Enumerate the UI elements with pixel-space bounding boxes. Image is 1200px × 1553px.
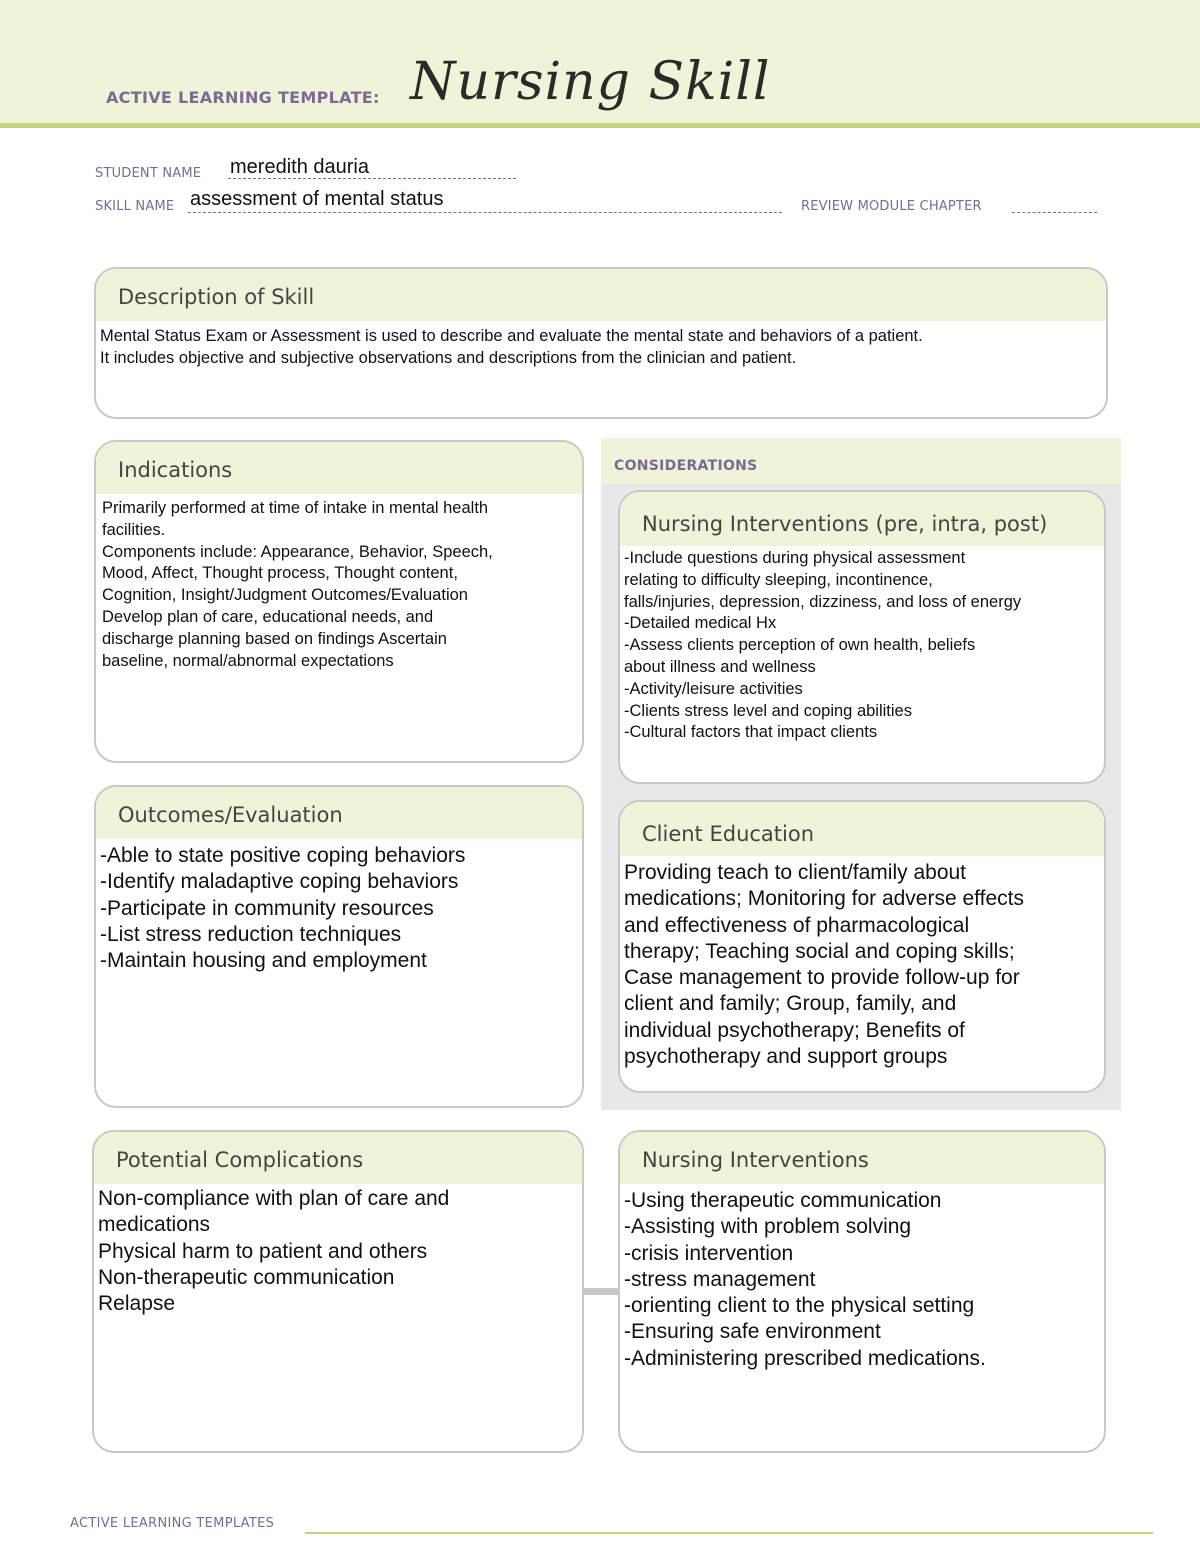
nursing-interventions-line: -crisis intervention bbox=[624, 1241, 794, 1265]
client-education-line: Case management to provide follow-up for bbox=[624, 966, 1020, 990]
skill-name-field[interactable]: assessment of mental status bbox=[190, 188, 444, 210]
nursing-interventions-box bbox=[618, 1130, 1106, 1453]
outcomes-line: -Participate in community resources bbox=[100, 896, 434, 920]
client-education-line: psychotherapy and support groups bbox=[624, 1045, 948, 1069]
nursing-interventions-body bbox=[620, 1184, 1104, 1372]
nursing-interventions-line: -Administering prescribed medications. bbox=[624, 1346, 986, 1370]
client-education-line: medications; Monitoring for adverse effects bbox=[624, 887, 1024, 911]
template-title: Nursing Skill bbox=[410, 52, 771, 112]
indications-line: facilities. bbox=[102, 520, 166, 539]
review-module-label: REVIEW MODULE CHAPTER bbox=[801, 199, 982, 214]
nursing-interventions-pip-box bbox=[618, 490, 1106, 784]
considerations-label: CONSIDERATIONS bbox=[614, 458, 758, 474]
description-box bbox=[94, 267, 1108, 419]
nursing-interventions-pip-line: -Include questions during physical assessment bbox=[624, 549, 966, 567]
client-education-line: individual psychotherapy; Benefits of bbox=[624, 1018, 965, 1042]
nursing-interventions-pip-line: relating to difficulty sleeping, incontinence, bbox=[624, 570, 933, 589]
description-line: Mental Status Exam or Assessment is used to describe and evaluate the mental state and behaviors of a patient. bbox=[100, 327, 923, 345]
nursing-interventions-line: -orienting client to the physical setting bbox=[624, 1294, 975, 1318]
indications-body bbox=[96, 494, 582, 672]
client-education-line: and effectiveness of pharmacological bbox=[624, 913, 970, 937]
client-education-heading: Client Education bbox=[620, 802, 1104, 856]
outcomes-line: -Able to state positive coping behaviors bbox=[100, 844, 466, 867]
nursing-interventions-pip-heading: Nursing Interventions (pre, intra, post) bbox=[620, 492, 1104, 546]
nursing-interventions-pip-line: about illness and wellness bbox=[624, 657, 816, 676]
description-body bbox=[96, 321, 1106, 369]
outcomes-line: -List stress reduction techniques bbox=[100, 922, 402, 946]
nursing-interventions-pip-line: -Activity/leisure activities bbox=[624, 679, 803, 698]
complications-line: Non-therapeutic communication bbox=[98, 1265, 395, 1289]
header-rule bbox=[0, 123, 1200, 128]
description-heading: Description of Skill bbox=[96, 269, 1106, 321]
client-education-box bbox=[618, 800, 1106, 1093]
nursing-interventions-pip-line: -Detailed medical Hx bbox=[624, 614, 777, 633]
outcomes-line: -Identify maladaptive coping behaviors bbox=[100, 870, 459, 894]
nursing-interventions-line: -Using therapeutic communication bbox=[624, 1189, 942, 1212]
footer-text: ACTIVE LEARNING TEMPLATES bbox=[70, 1516, 275, 1531]
student-name-field[interactable]: meredith dauria bbox=[230, 156, 369, 178]
indications-heading: Indications bbox=[96, 442, 582, 494]
review-module-underline bbox=[1012, 212, 1097, 213]
connector-bar bbox=[582, 1288, 622, 1295]
nursing-interventions-line: -Assisting with problem solving bbox=[624, 1215, 912, 1239]
nursing-interventions-pip-line: -Cultural factors that impact clients bbox=[624, 723, 878, 742]
client-education-line: client and family; Group, family, and bbox=[624, 992, 957, 1016]
nursing-interventions-pip-line: -Clients stress level and coping abilities bbox=[624, 701, 912, 720]
complications-line: medications bbox=[98, 1213, 211, 1237]
skill-name-underline bbox=[188, 212, 782, 213]
nursing-interventions-pip-line: falls/injuries, depression, dizziness, and loss of energy bbox=[624, 592, 1022, 611]
nursing-interventions-heading: Nursing Interventions bbox=[620, 1132, 1104, 1184]
outcomes-body bbox=[96, 839, 582, 974]
skill-name-label: SKILL NAME bbox=[95, 199, 175, 214]
outcomes-heading: Outcomes/Evaluation bbox=[96, 787, 582, 839]
nursing-interventions-line: -Ensuring safe environment bbox=[624, 1320, 881, 1344]
complications-line: Relapse bbox=[98, 1292, 176, 1316]
client-education-body bbox=[620, 856, 1104, 1070]
template-prefix: ACTIVE LEARNING TEMPLATE: bbox=[106, 88, 380, 107]
client-education-line: Providing teach to client/family about bbox=[624, 861, 967, 884]
nursing-interventions-line: -stress management bbox=[624, 1267, 816, 1291]
indications-line: Components include: Appearance, Behavior, Speech, bbox=[102, 542, 493, 561]
indications-line: Primarily performed at time of intake in mental health bbox=[102, 499, 489, 517]
footer-rule bbox=[305, 1532, 1153, 1534]
complications-line: Non-compliance with plan of care and bbox=[98, 1187, 450, 1210]
complications-heading: Potential Complications bbox=[94, 1132, 582, 1184]
indications-line: discharge planning based on findings Ascertain bbox=[102, 629, 447, 648]
complications-line: Physical harm to patient and others bbox=[98, 1239, 428, 1263]
complications-body bbox=[94, 1184, 582, 1317]
nursing-interventions-pip-body bbox=[620, 546, 1104, 744]
outcomes-box bbox=[94, 785, 584, 1108]
description-line: It includes objective and subjective observations and descriptions from the clinician and patient. bbox=[100, 349, 797, 367]
complications-box bbox=[92, 1130, 584, 1453]
outcomes-line: -Maintain housing and employment bbox=[100, 949, 427, 973]
indications-line: baseline, normal/abnormal expectations bbox=[102, 651, 394, 670]
student-name-label: STUDENT NAME bbox=[95, 166, 202, 181]
nursing-interventions-pip-line: -Assess clients perception of own health, beliefs bbox=[624, 636, 976, 655]
indications-line: Develop plan of care, educational needs, and bbox=[102, 607, 434, 626]
indications-box bbox=[94, 440, 584, 763]
indications-line: Cognition, Insight/Judgment Outcomes/Evaluation bbox=[102, 586, 468, 605]
indications-line: Mood, Affect, Thought process, Thought content, bbox=[102, 564, 458, 583]
client-education-line: therapy; Teaching social and coping skills; bbox=[624, 939, 1015, 963]
